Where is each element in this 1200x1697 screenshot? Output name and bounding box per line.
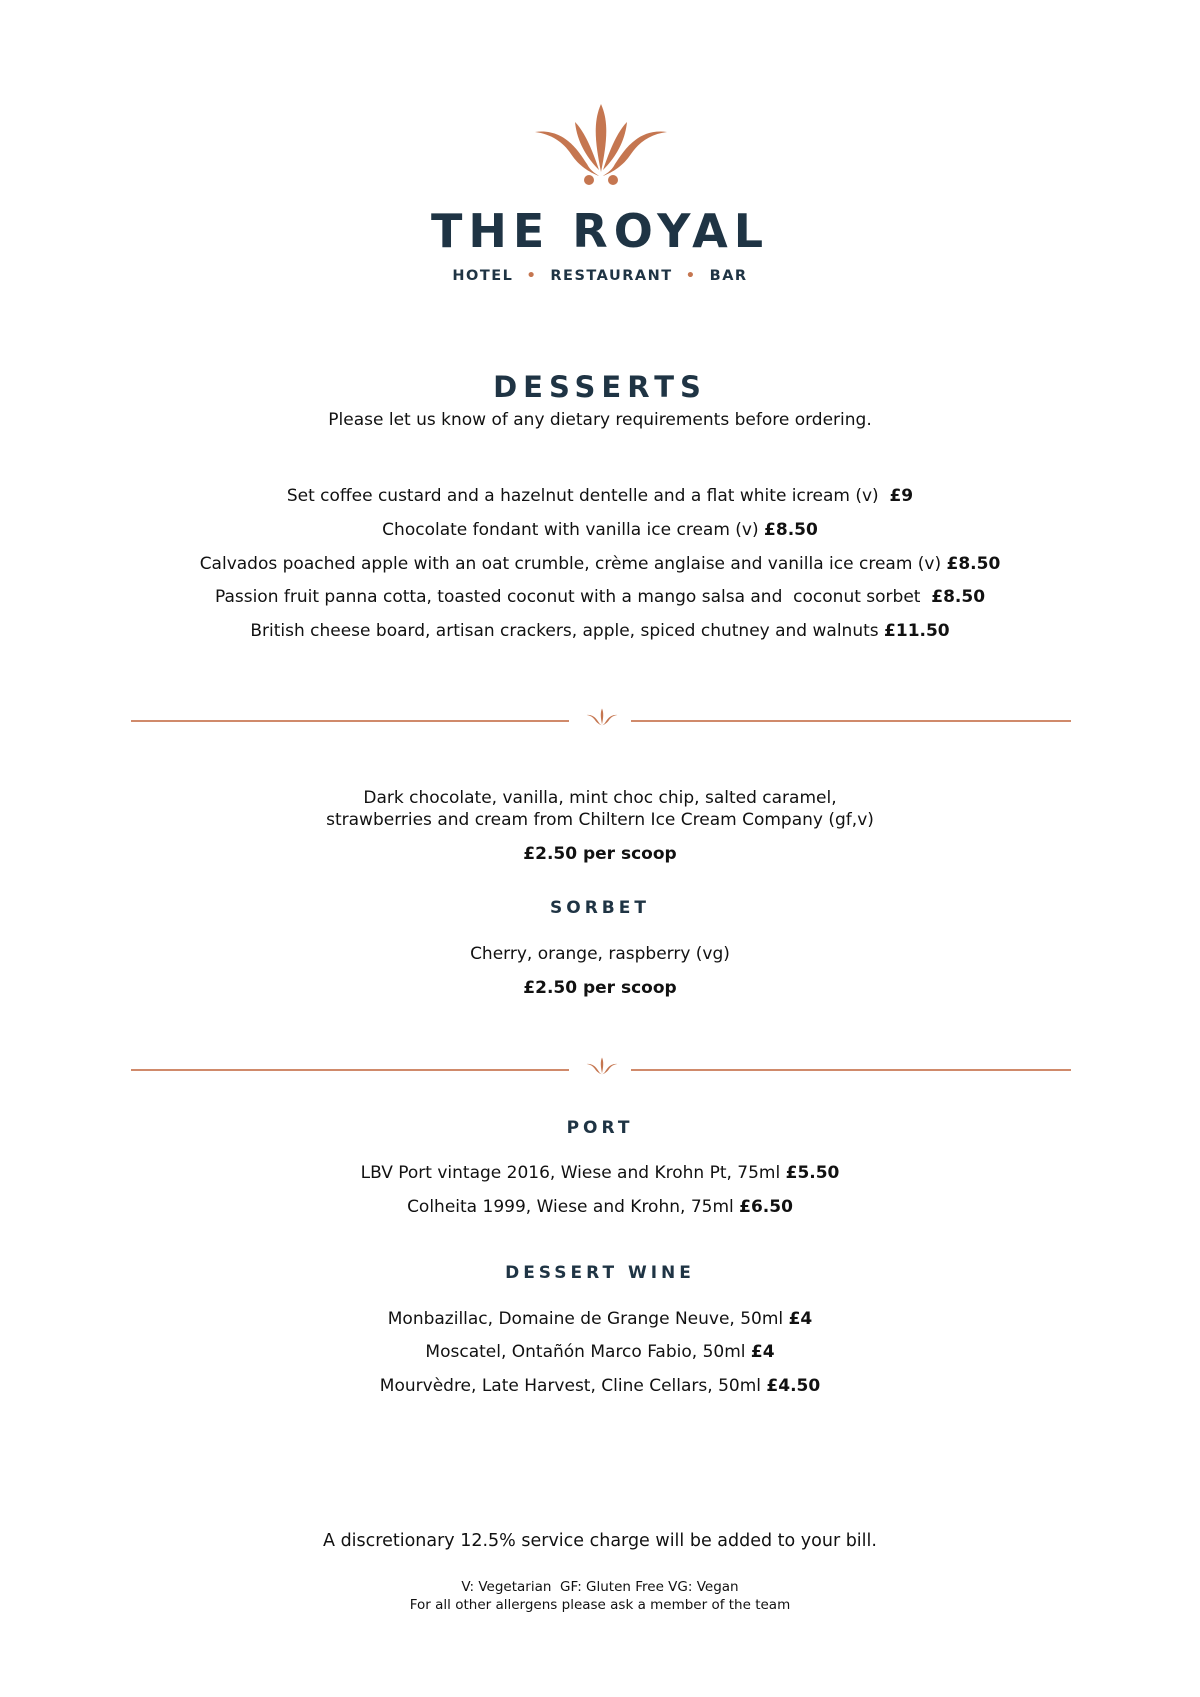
dessert-item <box>0 620 1200 642</box>
price: £2.50 per scoop <box>523 978 677 998</box>
item-price: £4 <box>788 1309 813 1329</box>
item-price: £5.50 <box>785 1163 840 1183</box>
divider-left <box>131 720 569 722</box>
item-price: £4 <box>750 1342 775 1362</box>
ice-cream-price <box>0 843 1200 865</box>
allergen-note: For all other allergens please ask a member of the team <box>409 1597 791 1613</box>
divider-left <box>131 1069 569 1071</box>
wine-item <box>0 1341 1200 1363</box>
brand-name: THE ROYAL <box>430 204 770 258</box>
fleur-divider-icon <box>586 708 618 728</box>
ice-cream-flavours-1: Dark chocolate, vanilla, mint choc chip, salted caramel, <box>363 788 837 808</box>
dot-separator: • <box>679 268 704 284</box>
wine-item <box>0 1308 1200 1330</box>
dessert-item <box>0 586 1200 608</box>
item-name: Passion fruit panna cotta, toasted coconut with a mango salsa and coconut sorbet <box>214 587 932 607</box>
item-name: Set coffee custard and a hazelnut dentelle and a flat white icream (v) <box>286 486 890 506</box>
item-price: £8.50 <box>764 520 818 540</box>
fleur-logo-icon <box>535 102 667 188</box>
port-item <box>0 1162 1200 1184</box>
page-title: DESSERTS <box>493 370 707 404</box>
item-price: £8.50 <box>946 554 1001 574</box>
dessert-item <box>0 519 1200 541</box>
item-name: Chocolate fondant with vanilla ice cream (v) <box>382 520 765 540</box>
item-name: LBV Port vintage 2016, Wiese and Krohn Pt, 75ml <box>360 1163 786 1183</box>
item-name: Colheita 1999, Wiese and Krohn, 75ml <box>407 1197 740 1217</box>
sorbet-flavours: Cherry, orange, raspberry (vg) <box>470 944 730 964</box>
port-heading: PORT <box>566 1118 634 1138</box>
dessert-item <box>0 485 1200 507</box>
dietary-key: V: Vegetarian GF: Gluten Free VG: Vegan <box>461 1579 739 1595</box>
item-name: Calvados poached apple with an oat crumble, crème anglaise and vanilla ice cream (v) <box>199 554 947 574</box>
item-price: £11.50 <box>884 621 950 641</box>
intro-text: Please let us know of any dietary requirements before ordering. <box>328 410 872 430</box>
price: £2.50 per scoop <box>523 844 677 864</box>
tagline-restaurant: RESTAURANT <box>550 268 673 284</box>
fleur-divider-icon <box>586 1057 618 1077</box>
tagline-hotel: HOTEL <box>452 268 514 284</box>
item-name: Moscatel, Ontañón Marco Fabio, 50ml <box>425 1342 751 1362</box>
dessert-wine-heading: DESSERT WINE <box>505 1263 695 1283</box>
wine-item <box>0 1375 1200 1397</box>
item-price: £4.50 <box>766 1376 821 1396</box>
sorbet-price <box>0 977 1200 999</box>
item-price: £8.50 <box>931 587 986 607</box>
item-price: £9 <box>889 486 914 506</box>
tagline-bar: BAR <box>709 268 748 284</box>
sorbet-heading: SORBET <box>550 898 650 918</box>
brand-tagline <box>0 267 1200 285</box>
divider-right <box>631 720 1071 722</box>
port-item <box>0 1196 1200 1218</box>
dessert-item <box>0 553 1200 575</box>
service-charge-note: A discretionary 12.5% service charge will be added to your bill. <box>323 1531 877 1551</box>
divider-right <box>631 1069 1071 1071</box>
item-name: British cheese board, artisan crackers, apple, spiced chutney and walnuts <box>250 621 885 641</box>
ice-cream-flavours-2: strawberries and cream from Chiltern Ice Cream Company (gf,v) <box>326 810 874 830</box>
item-price: £6.50 <box>739 1197 793 1217</box>
dot-separator: • <box>519 268 544 284</box>
item-name: Monbazillac, Domaine de Grange Neuve, 50ml <box>387 1309 789 1329</box>
item-name: Mourvèdre, Late Harvest, Cline Cellars, 50ml <box>379 1376 767 1396</box>
